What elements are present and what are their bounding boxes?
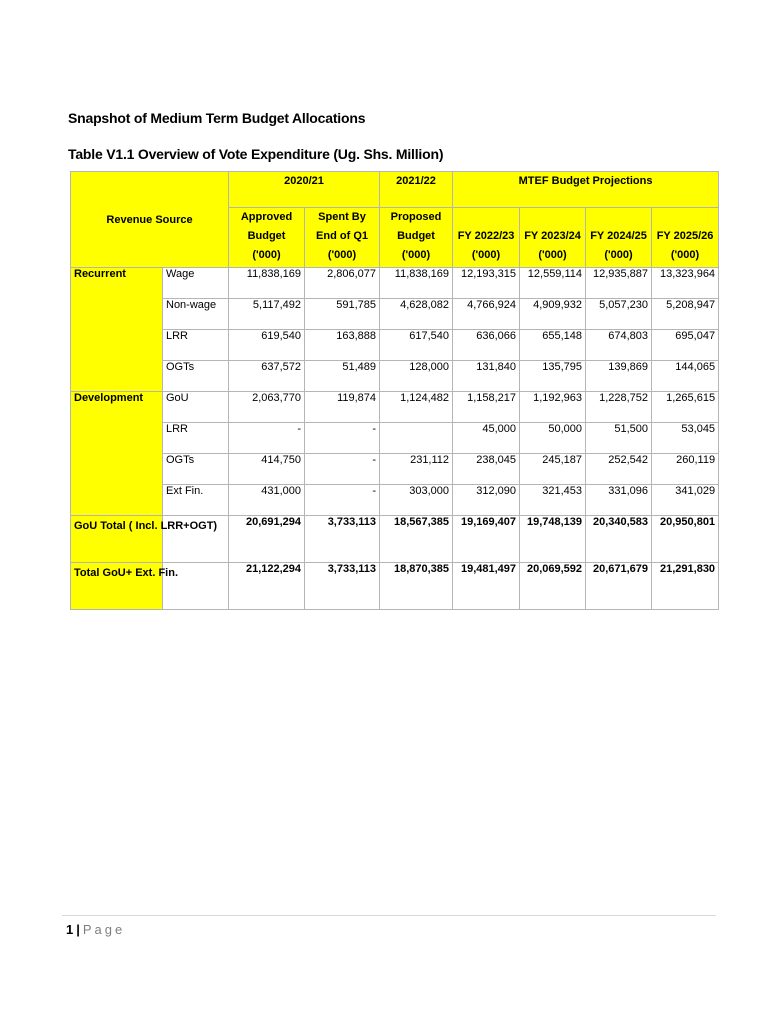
footer-separator: | bbox=[76, 922, 80, 937]
page-footer bbox=[66, 922, 125, 937]
value-cell: 1,124,482 bbox=[380, 392, 453, 423]
total-value-cell: 3,733,113 bbox=[305, 516, 380, 563]
value-cell: - bbox=[305, 423, 380, 454]
row-label: GoU bbox=[163, 392, 229, 423]
value-cell: 4,766,924 bbox=[453, 299, 520, 330]
value-cell: 45,000 bbox=[453, 423, 520, 454]
row-label: OGTs bbox=[163, 361, 229, 392]
value-cell: 12,193,315 bbox=[453, 268, 520, 299]
fy2223-header: FY 2022/23 ('000) bbox=[453, 208, 520, 268]
value-cell: 655,148 bbox=[520, 330, 586, 361]
value-cell: 637,572 bbox=[229, 361, 305, 392]
value-cell: 11,838,169 bbox=[229, 268, 305, 299]
value-cell: 12,935,887 bbox=[586, 268, 652, 299]
table-row bbox=[71, 299, 719, 330]
total-value-cell: 21,291,830 bbox=[652, 563, 719, 610]
value-cell: 431,000 bbox=[229, 485, 305, 516]
value-cell: 260,119 bbox=[652, 454, 719, 485]
total-value-cell: 20,671,679 bbox=[586, 563, 652, 610]
table-row bbox=[71, 454, 719, 485]
table-row bbox=[71, 423, 719, 454]
value-cell: - bbox=[229, 423, 305, 454]
category-cell: Development bbox=[71, 392, 163, 516]
table-row bbox=[71, 392, 719, 423]
value-cell: 4,909,932 bbox=[520, 299, 586, 330]
value-cell: 2,806,077 bbox=[305, 268, 380, 299]
total-value-cell: 20,340,583 bbox=[586, 516, 652, 563]
value-cell: 674,803 bbox=[586, 330, 652, 361]
total-row bbox=[71, 563, 719, 610]
category-cell: Recurrent bbox=[71, 268, 163, 392]
value-cell: 1,192,963 bbox=[520, 392, 586, 423]
footer-divider bbox=[62, 915, 716, 916]
mtef-header: MTEF Budget Projections bbox=[453, 172, 719, 208]
row-label: Ext Fin. bbox=[163, 485, 229, 516]
value-cell: 135,795 bbox=[520, 361, 586, 392]
fy2324-header: FY 2023/24 ('000) bbox=[520, 208, 586, 268]
value-cell: 131,840 bbox=[453, 361, 520, 392]
value-cell: 414,750 bbox=[229, 454, 305, 485]
revenue-source-header: Revenue Source bbox=[71, 172, 229, 268]
total-value-cell: 3,733,113 bbox=[305, 563, 380, 610]
value-cell: 11,838,169 bbox=[380, 268, 453, 299]
value-cell: 303,000 bbox=[380, 485, 453, 516]
proposed-header: Proposed Budget ('000) bbox=[380, 208, 453, 268]
value-cell: 4,628,082 bbox=[380, 299, 453, 330]
value-cell: 312,090 bbox=[453, 485, 520, 516]
value-cell: 13,323,964 bbox=[652, 268, 719, 299]
total-value-cell: 19,748,139 bbox=[520, 516, 586, 563]
value-cell: 636,066 bbox=[453, 330, 520, 361]
total-label: GoU Total ( Incl. LRR+OGT) bbox=[71, 516, 163, 563]
value-cell: 163,888 bbox=[305, 330, 380, 361]
year-2021-header: 2021/22 bbox=[380, 172, 453, 208]
value-cell: 591,785 bbox=[305, 299, 380, 330]
total-value-cell: 19,169,407 bbox=[453, 516, 520, 563]
total-label: Total GoU+ Ext. Fin. bbox=[71, 563, 163, 610]
value-cell: 245,187 bbox=[520, 454, 586, 485]
total-value-cell: 18,567,385 bbox=[380, 516, 453, 563]
total-value-cell: 19,481,497 bbox=[453, 563, 520, 610]
value-cell: 51,500 bbox=[586, 423, 652, 454]
total-value-cell: 20,691,294 bbox=[229, 516, 305, 563]
value-cell: - bbox=[305, 454, 380, 485]
row-label: Wage bbox=[163, 268, 229, 299]
value-cell: 617,540 bbox=[380, 330, 453, 361]
value-cell: 252,542 bbox=[586, 454, 652, 485]
value-cell: 12,559,114 bbox=[520, 268, 586, 299]
header-row-years bbox=[71, 172, 719, 208]
value-cell: 238,045 bbox=[453, 454, 520, 485]
row-label: OGTs bbox=[163, 454, 229, 485]
value-cell: 695,047 bbox=[652, 330, 719, 361]
value-cell: 5,117,492 bbox=[229, 299, 305, 330]
value-cell bbox=[380, 423, 453, 454]
table-body bbox=[71, 268, 719, 610]
value-cell: 321,453 bbox=[520, 485, 586, 516]
value-cell: 1,228,752 bbox=[586, 392, 652, 423]
table-row bbox=[71, 361, 719, 392]
total-value-cell: 20,069,592 bbox=[520, 563, 586, 610]
value-cell: 50,000 bbox=[520, 423, 586, 454]
value-cell: 128,000 bbox=[380, 361, 453, 392]
fy2425-header: FY 2024/25 ('000) bbox=[586, 208, 652, 268]
spent-header: Spent By End of Q1 ('000) bbox=[305, 208, 380, 268]
value-cell: 53,045 bbox=[652, 423, 719, 454]
fy2526-header: FY 2025/26 ('000) bbox=[652, 208, 719, 268]
section-heading: Snapshot of Medium Term Budget Allocations bbox=[68, 110, 366, 126]
year-2020-header: 2020/21 bbox=[229, 172, 380, 208]
value-cell: 2,063,770 bbox=[229, 392, 305, 423]
table-row bbox=[71, 268, 719, 299]
row-label: LRR bbox=[163, 423, 229, 454]
value-cell: 5,057,230 bbox=[586, 299, 652, 330]
value-cell: 144,065 bbox=[652, 361, 719, 392]
value-cell: 5,208,947 bbox=[652, 299, 719, 330]
table-row bbox=[71, 330, 719, 361]
table-row bbox=[71, 485, 719, 516]
value-cell: 119,874 bbox=[305, 392, 380, 423]
total-value-cell: 18,870,385 bbox=[380, 563, 453, 610]
page-label: Page bbox=[82, 922, 126, 937]
value-cell: - bbox=[305, 485, 380, 516]
budget-table bbox=[70, 171, 719, 610]
total-row bbox=[71, 516, 719, 563]
total-value-cell: 20,950,801 bbox=[652, 516, 719, 563]
page-number: 1 bbox=[66, 922, 74, 937]
value-cell: 231,112 bbox=[380, 454, 453, 485]
value-cell: 1,158,217 bbox=[453, 392, 520, 423]
value-cell: 139,869 bbox=[586, 361, 652, 392]
approved-header: Approved Budget ('000) bbox=[229, 208, 305, 268]
value-cell: 341,029 bbox=[652, 485, 719, 516]
table-title: Table V1.1 Overview of Vote Expenditure (Ug. Shs. Million) bbox=[68, 146, 444, 162]
value-cell: 1,265,615 bbox=[652, 392, 719, 423]
value-cell: 331,096 bbox=[586, 485, 652, 516]
row-label: LRR bbox=[163, 330, 229, 361]
row-label: Non-wage bbox=[163, 299, 229, 330]
value-cell: 619,540 bbox=[229, 330, 305, 361]
total-value-cell: 21,122,294 bbox=[229, 563, 305, 610]
value-cell: 51,489 bbox=[305, 361, 380, 392]
